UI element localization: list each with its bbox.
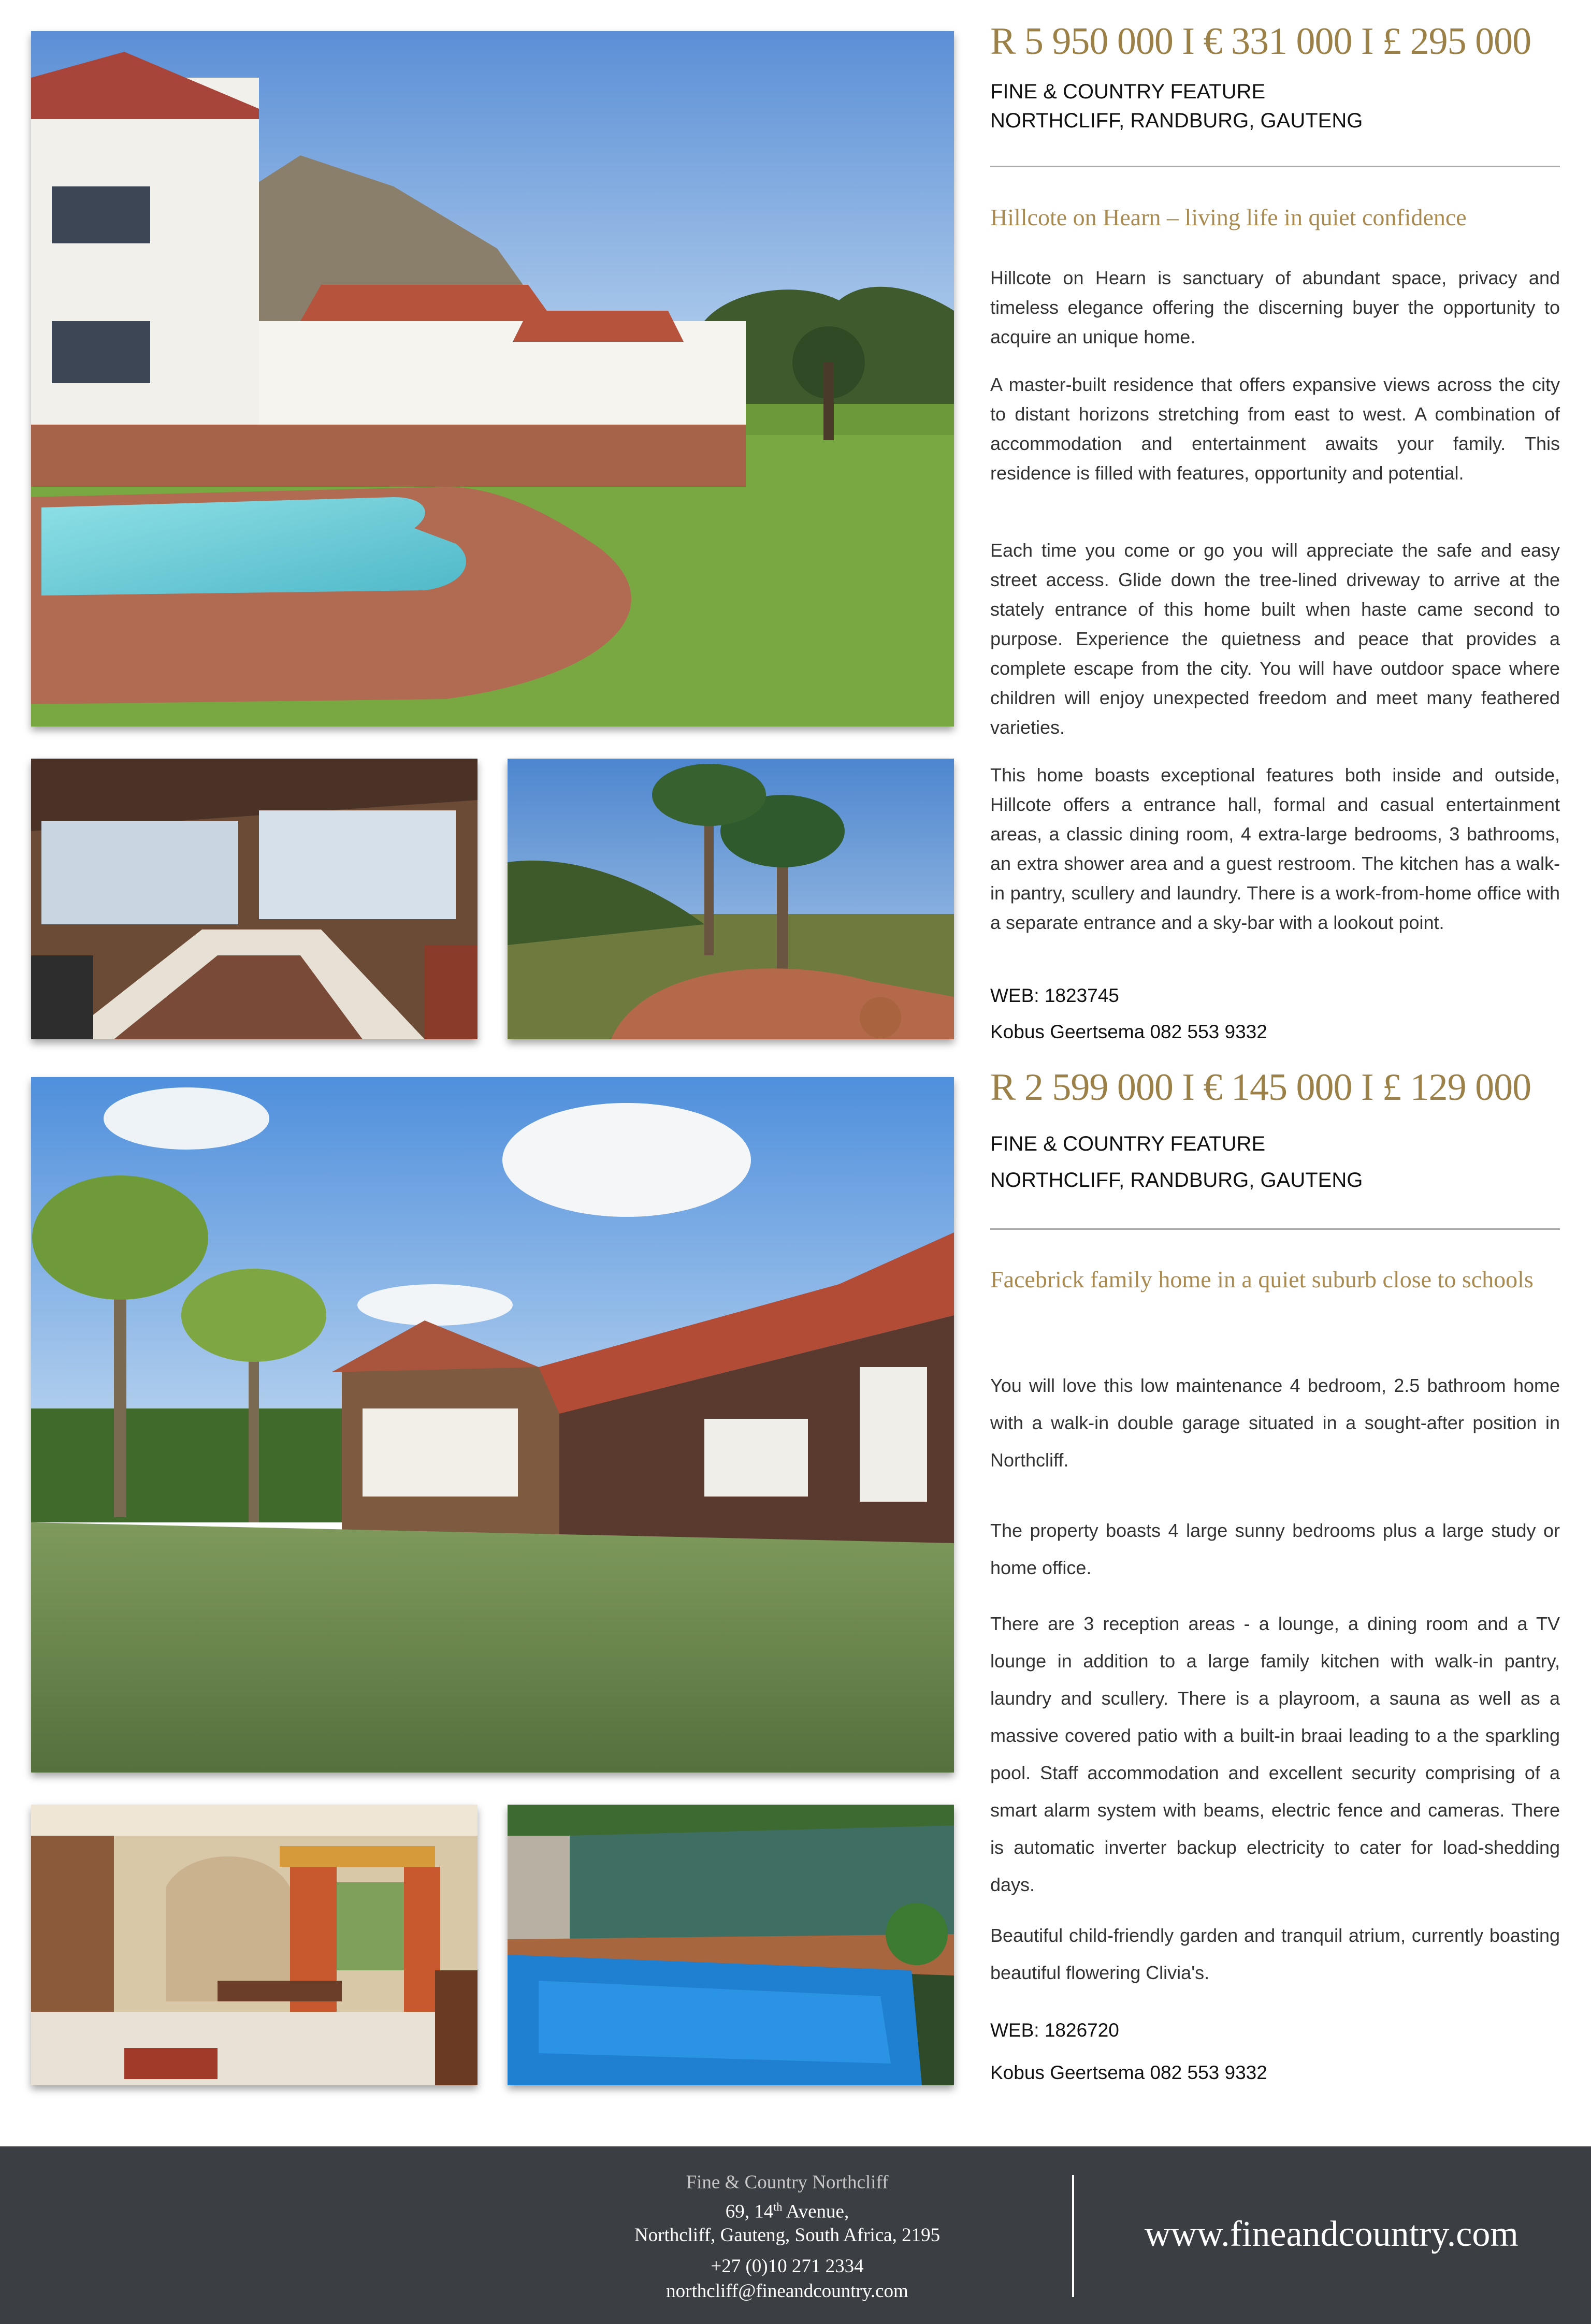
listing1-details	[990, 0, 1560, 1062]
listing2-paragraph-1: You will love this low maintenance 4 bedroom, 2.5 bathroom home with a walk-in double garage situated in a sought-after position in Northcliff.	[990, 1375, 1560, 1471]
listing2-pool-photo	[508, 1805, 954, 2085]
listing1-paragraph-3: Each time you come or go you will appreciate the safe and easy street access. Glide down the tree-lined driveway to arrive at the stately entrance of this home built when haste came second to purpose. Experience the quietness and peace that provides a complete escape from the city. You will have outdoor space where children will enjoy unexpected freedom and meet many feathered varieties.	[990, 540, 1560, 738]
listing1-main-photo	[31, 31, 954, 727]
footer-phone[interactable]: +27 (0)10 271 2334	[711, 2256, 864, 2277]
listing1-location: NORTHCLIFF, RANDBURG, GAUTENG	[990, 109, 1363, 132]
footer-email[interactable]: northcliff@fineandcountry.com	[666, 2281, 908, 2302]
footer-website-link[interactable]: www.fineandcountry.com	[1145, 2214, 1518, 2254]
footer-address-city: Northcliff, Gauteng, South Africa, 2195	[634, 2225, 941, 2246]
listing1-veranda-photo	[31, 759, 478, 1039]
footer-office-name: Fine & Country Northcliff	[686, 2172, 889, 2193]
listing2-main-photo	[31, 1077, 954, 1773]
listing2-details	[990, 1046, 1560, 2133]
listing1-price: R 5 950 000 I € 331 000 I £ 295 000	[990, 20, 1531, 63]
listing1-feature-label: FINE & COUNTRY FEATURE	[990, 80, 1266, 103]
listing1-agent: Kobus Geertsema 082 553 9332	[990, 1021, 1267, 1042]
listing1-heading: Hillcote on Hearn – living life in quiet confidence	[990, 204, 1467, 230]
footer-address-street	[580, 2200, 994, 2223]
footer-address-number: 69, 14	[725, 2201, 774, 2223]
listing2-location: NORTHCLIFF, RANDBURG, GAUTENG	[990, 1169, 1363, 1192]
listing2-dining-photo	[31, 1805, 478, 2085]
listing1-web-ref: WEB: 1823745	[990, 985, 1119, 1006]
listing2-heading: Facebrick family home in a quiet suburb close to schools	[990, 1266, 1534, 1292]
listing1-paragraph-1: Hillcote on Hearn is sanctuary of abundant space, privacy and timeless elegance offering the discerning buyer the opportunity to acquire an unique home.	[990, 267, 1560, 347]
listing1-divider	[990, 166, 1560, 167]
listing2-web-ref: WEB: 1826720	[990, 2020, 1119, 2041]
listing2-feature-label: FINE & COUNTRY FEATURE	[990, 1132, 1266, 1155]
listing1-paragraph-2: A master-built residence that offers expansive views across the city to distant horizons stretching from east to west. A combination of accommodation and entertainment awaits your family. This residence is filled with features, opportunity and potential.	[990, 374, 1560, 484]
listing2-divider	[990, 1228, 1560, 1230]
footer	[0, 2146, 1591, 2324]
footer-divider	[1072, 2175, 1074, 2297]
listing2-paragraph-4: Beautiful child-friendly garden and tranquil atrium, currently boasting beautiful flowering Clivia's.	[990, 1925, 1560, 1983]
listing1-paragraph-4: This home boasts exceptional features both inside and outside, Hillcote offers a entrance hall, formal and casual entertainment areas, a classic dining room, 4 extra-large bedrooms, 3 bathrooms, an extra shower area and a guest restroom. The kitchen has a walk-in pantry, scullery and laundry. There is a work-from-home office with a separate entrance and a sky-bar with a lookout point.	[990, 764, 1560, 933]
listing2-price: R 2 599 000 I € 145 000 I £ 129 000	[990, 1066, 1531, 1109]
listing1-garden-photo	[508, 759, 954, 1039]
footer-address-avenue: Avenue,	[782, 2201, 849, 2223]
listing2-paragraph-3: There are 3 reception areas - a lounge, a dining room and a TV lounge in addition to a large family kitchen with walk-in pantry, laundry and scullery. There is a playroom, a sauna as well as a massive covered patio with a built-in braai leading to a the sparkling pool. Staff accommodation and excellent security comprising of a smart alarm system with beams, electric fence and cameras. There is automatic inverter backup electricity to cater for load-shedding days.	[990, 1613, 1560, 1895]
footer-address-suffix: th	[773, 2200, 783, 2213]
listing2-paragraph-2: The property boasts 4 large sunny bedrooms plus a large study or home office.	[990, 1520, 1560, 1578]
listing2-agent: Kobus Geertsema 082 553 9332	[990, 2062, 1267, 2083]
